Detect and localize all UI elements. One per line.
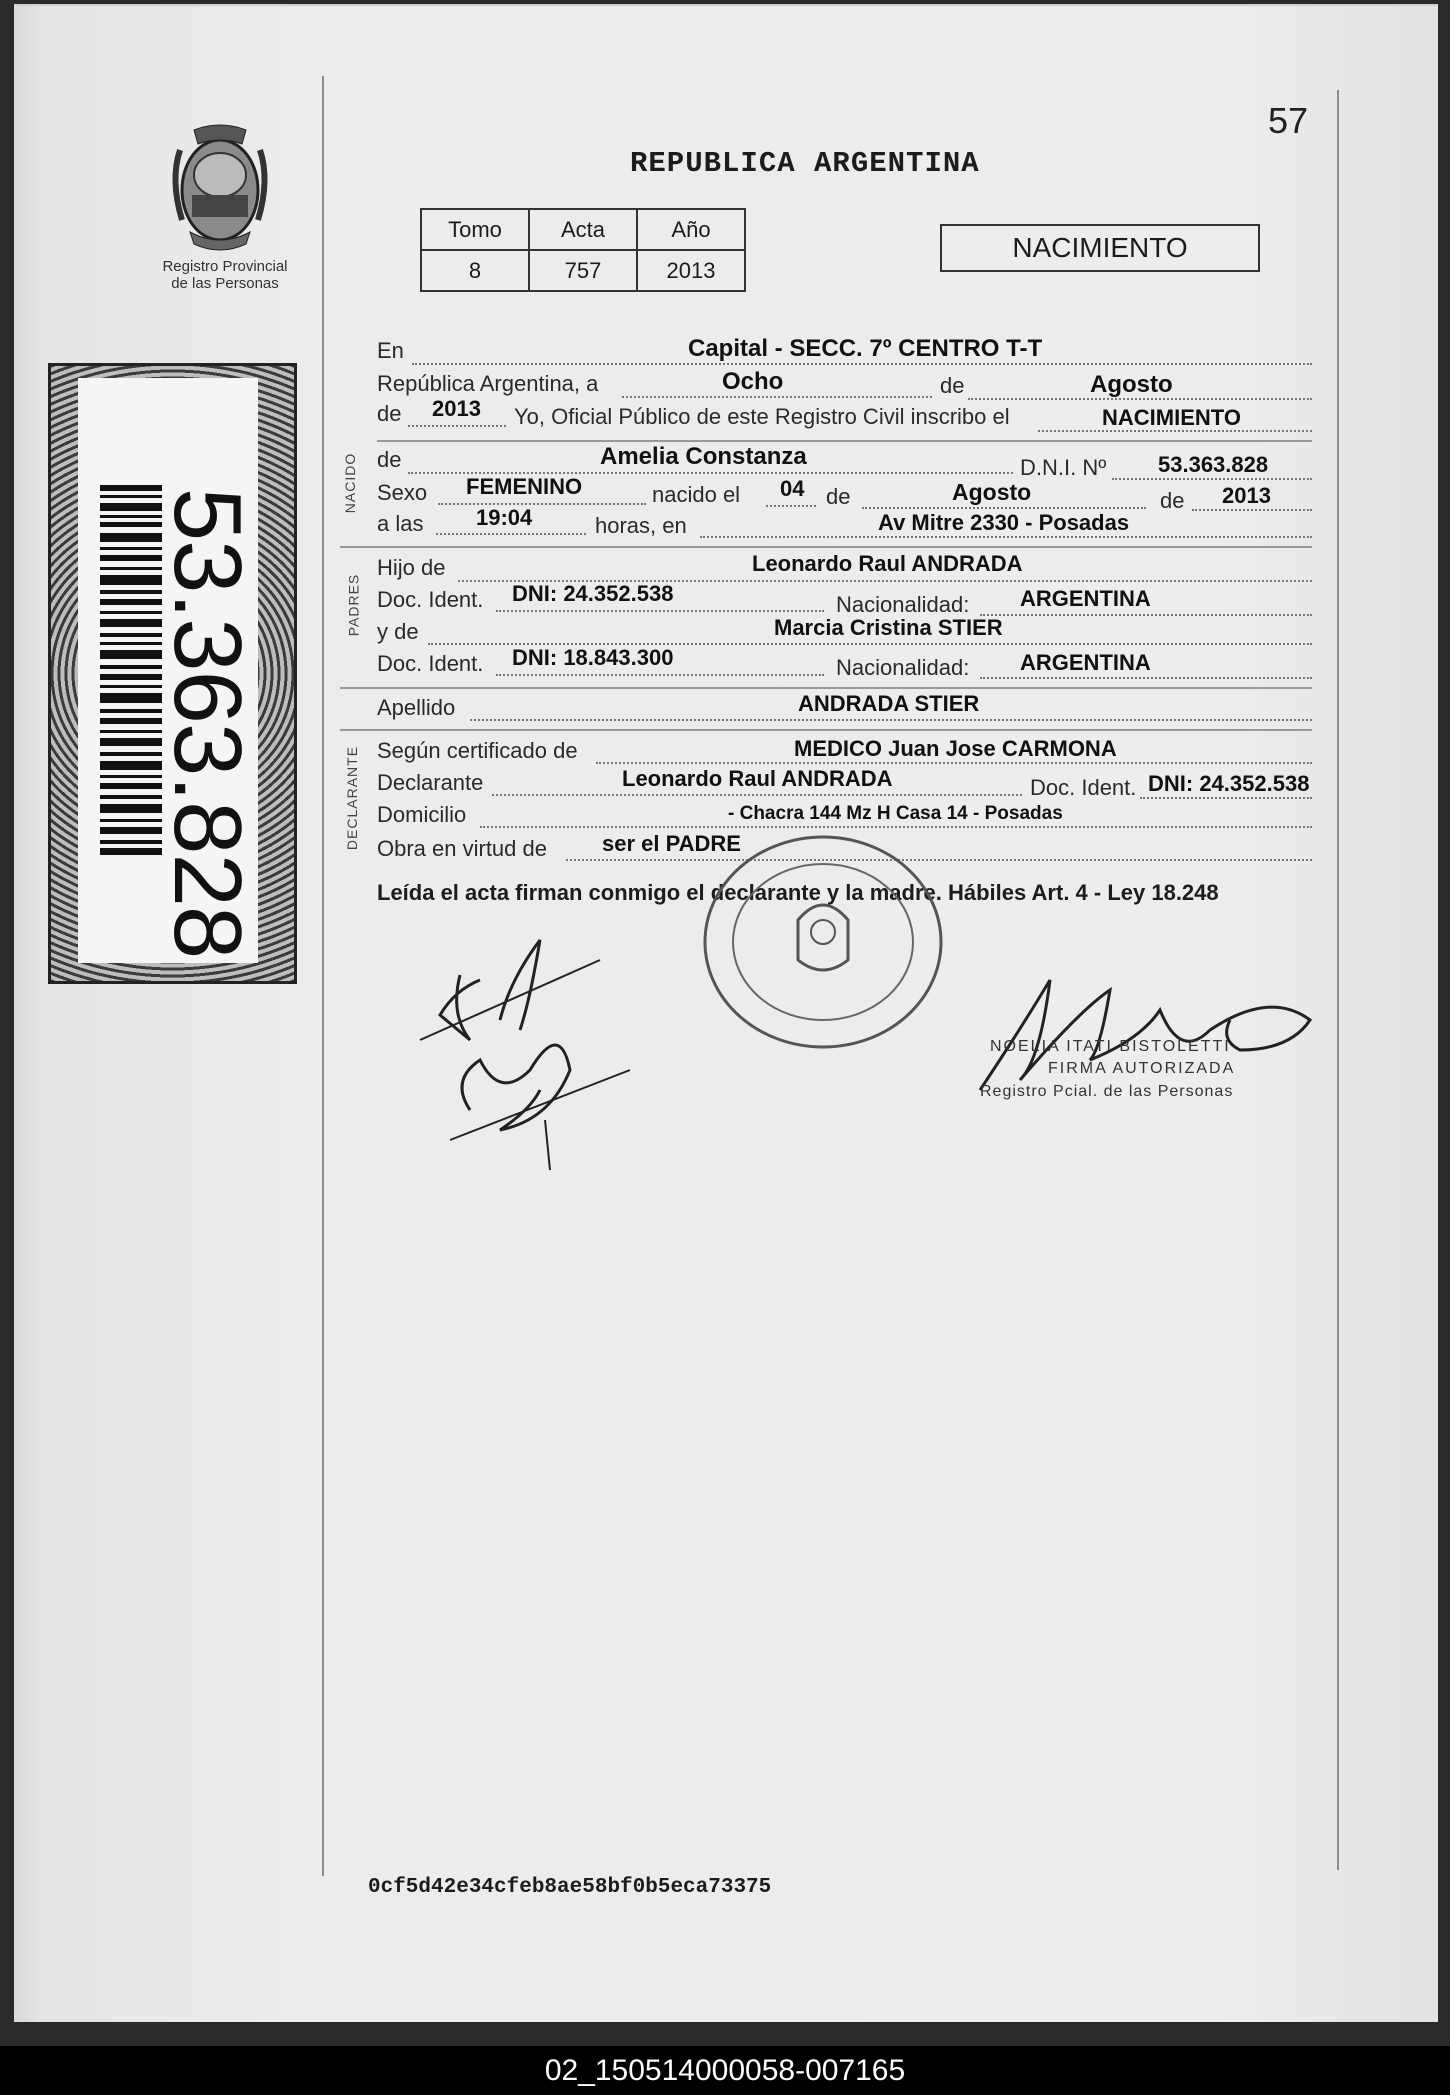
label-de-anio: de	[377, 401, 402, 426]
official-office: Registro Pcial. de las Personas	[980, 1083, 1234, 1100]
dots-doc-padre	[496, 610, 824, 612]
dots-sexo	[438, 503, 646, 505]
dots-nac-madre	[980, 677, 1312, 679]
value-domicilio: - Chacra 144 Mz H Casa 14 - Posadas	[728, 803, 1063, 824]
document-hash: 0cf5d42e34cfeb8ae58bf0b5eca73375	[368, 1876, 772, 1899]
dots-dia	[622, 396, 932, 398]
registry-header-acta: Acta	[529, 209, 637, 250]
label-de-nombre: de	[377, 447, 402, 472]
registry-table	[420, 208, 746, 292]
label-obra: Obra en virtud de	[377, 836, 547, 861]
dots-anio-nac	[1192, 509, 1312, 511]
divider-1	[377, 440, 1312, 442]
label-de-mes: de	[940, 373, 965, 398]
value-lugar-nac: Av Mitre 2330 - Posadas	[878, 510, 1130, 535]
divider-4	[340, 729, 1312, 731]
value-anio: 2013	[432, 396, 481, 421]
registry-value-acta: 757	[529, 250, 637, 291]
divider-2	[340, 546, 1312, 548]
value-obra: ser el PADRE	[602, 831, 741, 856]
label-republica: República Argentina, a	[377, 371, 599, 396]
value-declarante: Leonardo Raul ANDRADA	[622, 766, 893, 791]
label-doc-madre: Doc. Ident.	[377, 651, 484, 676]
dots-hora	[436, 533, 586, 535]
document-title: REPUBLICA ARGENTINA	[630, 147, 980, 180]
dots-dni	[1112, 478, 1312, 480]
value-certificado: MEDICO Juan Jose CARMONA	[794, 736, 1117, 761]
value-nac-padre: ARGENTINA	[1020, 586, 1151, 611]
official-role: FIRMA AUTORIZADA	[1048, 1060, 1236, 1077]
declarant-signature	[410, 920, 640, 1180]
value-madre: Marcia Cristina STIER	[774, 615, 1003, 640]
label-domicilio: Domicilio	[377, 802, 467, 827]
value-dia-nac: 04	[780, 476, 805, 501]
value-doc-declarante: DNI: 24.352.538	[1148, 771, 1310, 796]
side-label-nacido: NACIDO	[342, 452, 359, 514]
label-doc-padre: Doc. Ident.	[377, 587, 484, 612]
label-declarante: Declarante	[377, 770, 484, 795]
dots-lugar-nac	[700, 536, 1312, 538]
dots-nac-padre	[980, 614, 1312, 616]
official-signature	[960, 970, 1320, 1100]
registry-value-row	[421, 250, 745, 291]
barcode-number: 53.363.828	[154, 487, 261, 959]
value-mes-nac: Agosto	[952, 479, 1032, 505]
value-lugar: Capital - SECC. 7º CENTRO T-T	[688, 335, 1043, 362]
left-margin-rule	[322, 76, 324, 1876]
label-nac-padre: Nacionalidad:	[836, 592, 970, 617]
value-sexo: FEMENINO	[466, 474, 583, 499]
dots-dia-nac	[766, 505, 816, 507]
label-apellido: Apellido	[377, 695, 456, 720]
label-nacido-el: nacido el	[652, 482, 741, 507]
label-nac-madre: Nacionalidad:	[836, 655, 970, 680]
label-a-las: a las	[377, 511, 424, 536]
label-doc-declarante: Doc. Ident.	[1030, 775, 1137, 800]
label-horas-en: horas, en	[595, 513, 687, 538]
value-nombre: Amelia Constanza	[600, 443, 807, 470]
value-apellido: ANDRADA STIER	[798, 691, 980, 716]
official-seal-stamp	[698, 830, 948, 1055]
value-dni: 53.363.828	[1158, 452, 1269, 477]
label-y-de: y de	[377, 619, 419, 644]
dots-declarante	[492, 794, 1022, 796]
label-de-anio-nac: de	[1160, 488, 1185, 513]
dots-anio	[408, 425, 506, 427]
province-seal-logo	[160, 120, 280, 255]
dots-domicilio	[480, 826, 1312, 828]
value-doc-madre: DNI: 18.843.300	[512, 645, 674, 670]
value-anio-nac: 2013	[1222, 483, 1271, 508]
label-dni: D.N.I. Nº	[1020, 455, 1107, 480]
logo-caption-line-1: Registro Provincial	[162, 258, 288, 275]
closing-statement: Leída el acta firman conmigo el declarante y la madre. Hábiles Art. 4 - Ley 18.248	[377, 880, 1219, 905]
label-hijo-de: Hijo de	[377, 555, 446, 580]
dots-certificado	[596, 762, 1312, 764]
side-label-padres: PADRES	[345, 573, 362, 637]
value-dia: Ocho	[722, 368, 784, 395]
value-hora: 19:04	[476, 505, 533, 530]
dots-lugar	[412, 363, 1312, 365]
value-acto: NACIMIENTO	[1102, 405, 1241, 430]
dots-doc-madre	[496, 674, 824, 676]
label-sexo: Sexo	[377, 480, 428, 505]
file-id-bar	[0, 2046, 1450, 2095]
value-mes: Agosto	[1090, 371, 1173, 398]
dots-mes-nac	[862, 507, 1146, 509]
dots-doc-declarante	[1140, 797, 1312, 799]
dots-apellido	[470, 719, 1312, 721]
registry-value-tomo: 8	[421, 250, 529, 291]
page-number: 57	[1268, 100, 1309, 141]
label-segun: Según certificado de	[377, 738, 578, 763]
label-en: En	[377, 338, 404, 363]
side-label-declarante: DECLARANTE	[344, 745, 361, 851]
logo-caption	[140, 258, 310, 292]
right-margin-rule	[1337, 90, 1339, 1870]
logo-caption-line-2: de las Personas	[171, 275, 279, 292]
label-yo-oficial: Yo, Oficial Público de este Registro Civil inscribo el	[514, 404, 1010, 429]
file-id: 02_150514000058-007165	[544, 2054, 906, 2087]
registry-header-tomo: Tomo	[421, 209, 529, 250]
registry-header-row	[421, 209, 745, 250]
registry-header-anio: Año	[637, 209, 745, 250]
value-nac-madre: ARGENTINA	[1020, 650, 1151, 675]
label-de-mes-nac: de	[826, 484, 851, 509]
value-doc-padre: DNI: 24.352.538	[512, 581, 674, 606]
value-padre: Leonardo Raul ANDRADA	[752, 551, 1023, 576]
registry-value-anio: 2013	[637, 250, 745, 291]
divider-3	[340, 687, 1312, 689]
act-type-box: NACIMIENTO	[940, 224, 1260, 272]
official-name: NOELIA ITATI BISTOLETTI	[990, 1038, 1231, 1055]
